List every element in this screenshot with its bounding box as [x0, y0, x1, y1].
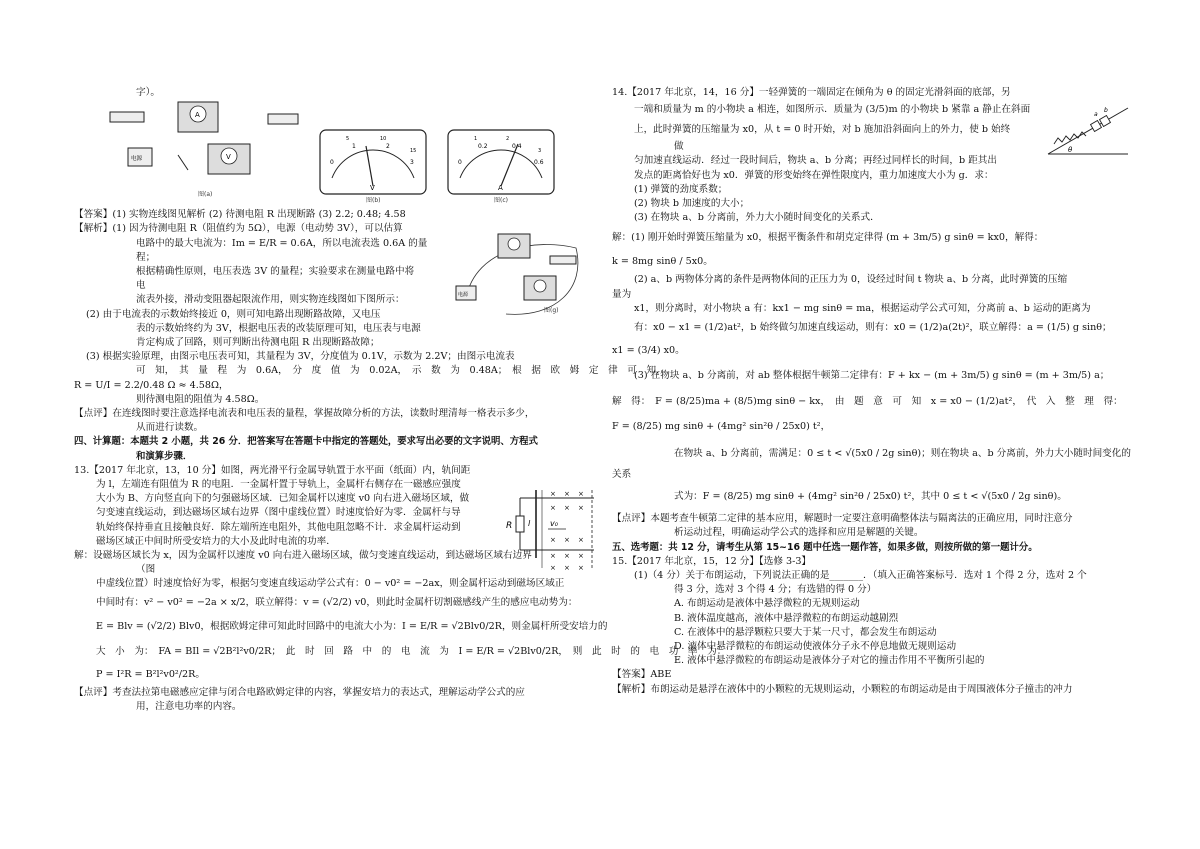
q13-line: 13.【2017 年北京，13，10 分】如图，两光滑平行金属导轨置于水平面（纸面）内，轨间距: [74, 464, 471, 476]
sol14-line: 式为：F = (8/25) mg sinθ + (4mg² sin²θ / 25x0) t²，其中 0 ≤ t < √(5x0 / 2g sinθ)。: [674, 491, 1067, 503]
comment-14-cont: 析运动过程，明确运动学公式的选择和应用是解题的关键。: [674, 527, 924, 539]
analysis-line: 流表外接，滑动变阻器起限流作用，则实物连线图如下图所示：: [136, 294, 405, 306]
q13-field-diagram: [506, 480, 596, 576]
answer-15: 【答案】ABE: [612, 669, 672, 681]
sol14-line: 量为: [612, 288, 632, 300]
analysis-line: 肯定构成了回路，则可判断出待测电阻 R 出现断路故障；: [136, 337, 380, 349]
resistor-icon: [178, 155, 188, 170]
sol13-line: 中虚线位置）时速度恰好为零，根据匀变速直线运动学公式有：0 − v0² = −2ax，则金属杆运动到磁场区域正: [96, 578, 565, 590]
ammeter-label: A: [195, 111, 200, 119]
block-a-label: a: [1094, 111, 1098, 118]
sol13-line: E = Blv = (√2/2) Blv0，根据欧姆定律可知此时回路中的电流大小为：I = E/R = √2Blv0/2R，则金属杆所受安培力的: [96, 620, 608, 632]
resistor-label: R: [506, 521, 513, 531]
q14-line: 发点的距离恰好也为 x0．弹簧的形变始终在弹性限度内，重力加速度大小为 g．求：: [634, 169, 994, 181]
caption-c: 图(c): [494, 197, 508, 204]
field-cross-mark: ×: [578, 564, 584, 572]
field-cross-mark: ×: [550, 564, 556, 572]
q15-line: 得 3 分，选对 3 个得 4 分；有选错的得 0 分）: [674, 584, 877, 596]
sol13-line: 大 小 为： FA = BIl = √2B²l²v0/2R； 此 时 回 路 中 的 电 流 为 I = E/R = √2Blv0/2R， 则 此 时 的 电 功 率 为：: [96, 645, 727, 657]
apparatus-figure-a: [108, 100, 308, 200]
option-e: E. 液体中悬浮微粒的布朗运动是液体分子对它的撞击作用不平衡所引起的: [674, 655, 985, 667]
sol14-line: 解：(1) 刚开始时弹簧压缩量为 x0，根据平衡条件和胡克定律得 (m + 3m/5) g sinθ = kx0，解得：: [612, 232, 1044, 244]
field-cross-mark: ×: [578, 552, 584, 560]
q13-line: 磁场区域正中间时所受安培力的大小及此时电流的功率．: [96, 535, 336, 547]
switch-icon: [268, 114, 298, 124]
q13-line: 轨始终保持垂直且接触良好．除左端所连电阻外，其他电阻忽略不计．求金属杆运动到: [96, 521, 461, 533]
field-cross-mark: ×: [550, 552, 556, 560]
tick-label: 1: [352, 143, 356, 150]
field-cross-mark: ×: [578, 490, 584, 498]
sol13-line: 解：设磁场区域长为 x，因为金属杆以速度 v0 向右进入磁场区域，做匀变速直线运动，到达磁场区域右边界: [74, 550, 532, 562]
block-b-label: b: [1104, 107, 1108, 114]
field-cross-mark: ×: [578, 504, 584, 512]
field-crosses: [550, 490, 584, 572]
voltmeter-dial-figure-b: [318, 128, 430, 204]
comment-13-cont: 用，注意电功率的内容。: [136, 700, 242, 712]
tick-label: 3: [410, 159, 414, 166]
sol14-line: x1 = (3/4) x0。: [612, 345, 685, 357]
tick-label: 1: [474, 136, 478, 142]
field-cross-mark: ×: [564, 504, 570, 512]
right-column: [612, 86, 1131, 697]
ammeter-dial: [508, 238, 520, 250]
q14-line: 14.【2017 年北京，14，16 分】一轻弹簧的一端固定在倾角为 θ 的固定光滑斜面的底部，另: [612, 87, 1011, 98]
tick-label: 0.4: [512, 143, 522, 150]
sol13-line: P = I²R = B²l²v0²/2R。: [96, 668, 205, 680]
q14-line: 匀加速直线运动．经过一段时间后，物块 a、b 分离；再经过同样长的时间，b 距其出: [634, 155, 997, 167]
q14-line: 做: [674, 141, 684, 153]
unit-label: A: [498, 184, 503, 192]
field-cross-mark: ×: [578, 536, 584, 544]
section-4-heading: 四、计算题：本题共 2 小题，共 26 分．把答案写在答题卡中指定的答题处，要求写出必要的文字说明、方程式: [74, 436, 538, 448]
q15-heading: 15.【2017 年北京，15，12 分】【选修 3-3】: [612, 555, 812, 567]
sol14-line: x1，则分离时，对小物块 a 有：kx1 − mg sinθ = ma，根据运动学公式可知，分离前 a、b 运动的距离为: [634, 302, 1091, 314]
sol14-line: 解 得： F = (8/25)ma + (8/5)mg sinθ − kx， 由 题 意 可 知 x = x0 − (1/2)at²， 代 入 整 理 得：: [612, 396, 1123, 408]
field-cross-mark: ×: [550, 490, 556, 498]
voltmeter-dial: [534, 280, 546, 292]
field-cross-mark: ×: [550, 504, 556, 512]
q15-line: (1)（4 分）关于布朗运动，下列说法正确的是_______．（填入正确答案标号．选对 1 个得 2 分，选对 2 个: [634, 570, 1087, 582]
q14-incline-diagram: [1044, 100, 1130, 164]
velocity-label: v₀: [550, 519, 558, 528]
rheostat-icon: [110, 112, 144, 122]
block-b-icon: [1100, 116, 1111, 127]
sol13-line: （图: [136, 564, 156, 576]
sol14-line: F = (8/25) mg sinθ + (4mg² sin²θ / 25x0) t²，: [612, 421, 831, 433]
spring-icon: [1054, 132, 1086, 144]
tick-label: 0: [458, 159, 462, 166]
q13-line: 大小为 B、方向竖直向下的匀强磁场区域．已知金属杆以速度 v0 向右进入磁场区域，做: [96, 493, 470, 505]
q14-line: 一端和质量为 m 的小物块 a 相连，如图所示．质量为 (3/5)m 的小物块 b 紧靠 a 静止在斜面: [634, 104, 1031, 116]
analysis-line: (2) 由于电流表的示数始终接近 0，则可知电路出现断路故障，又电压: [86, 308, 381, 320]
q13-line: 为 l，左端连有阻值为 R 的电阻．一金属杆置于导轨上，金属杆右侧存在一磁感应强度: [96, 479, 461, 491]
sol14-line: 在物块 a、b 分离前，需满足：0 ≤ t < √(5x0 / 2g sinθ)；则在物块 a、b 分离前，外力大小随时间变化的: [674, 448, 1131, 460]
sol14-line: k = 8mg sinθ / 5x0。: [612, 256, 713, 268]
analysis-line: 根据精确性原则，电压表选 3V 的量程；实验要求在测量电路中将: [136, 266, 415, 278]
field-cross-mark: ×: [564, 564, 570, 572]
caption-a: 图(a): [198, 191, 213, 198]
tick-label: 0: [330, 159, 334, 166]
sol13-line: 中间时有：v² − v0² = −2a × x/2，联立解得：v = (√2/2) v0，则此时金属杆切割磁感线产生的感应电动势为：: [96, 596, 578, 608]
analysis-line: 则待测电阻的阻值为 4.58Ω。: [136, 393, 265, 405]
sol14-line: 关系: [612, 469, 632, 481]
q14-sub: (3) 在物块 a、b 分离前，外力大小随时间变化的关系式．: [634, 212, 880, 224]
analysis-line: 【解析】(1) 因为待测电阻 R（阻值约为 5Ω），电源（电动势 3V），可以估算: [74, 223, 403, 235]
tick-label: 3: [538, 148, 542, 154]
analysis-15: 【解析】布朗运动是悬浮在液体中的小颗粒的无规则运动，小颗粒的布朗运动是由于周围液体分子撞击的冲力: [612, 683, 1073, 695]
caption-g: 图(g): [544, 307, 559, 314]
analysis-line: 表的示数始终约为 3V，根据电压表的改装原理可知，电压表与电源: [136, 322, 421, 334]
tick-label: 0.2: [478, 143, 488, 150]
switch-icon: [550, 256, 576, 264]
option-b: B. 液体温度越高，液体中悬浮微粒的布朗运动越剧烈: [674, 612, 899, 624]
wired-apparatus-figure-g: [446, 228, 586, 320]
analysis-line: 电: [136, 280, 146, 292]
comment-14: 【点评】本题考查牛顿第二定律的基本应用，解题时一定要注意明确整体法与隔离法的正确应用，同时注意分: [612, 513, 1073, 525]
q14-line: 上，此时弹簧的压缩量为 x0，从 t = 0 时开始，对 b 施加沿斜面向上的外力，使 b 始终: [634, 124, 1011, 136]
caption-b: 图(b): [366, 197, 381, 204]
tick-label: 10: [380, 136, 387, 142]
tick-label: 0.6: [534, 159, 544, 166]
tick-label: 2: [386, 143, 390, 150]
incline-line: [1048, 108, 1128, 154]
unit-label: V: [370, 184, 375, 192]
sol14-line: 有：x0 − x1 = (1/2)at²，b 始终做匀加速直线运动，则有：x0 = (1/2)a(2t)²，联立解得：a = (1/5) g sinθ；: [634, 322, 1112, 334]
section-4-heading-cont: 和演算步骤．: [136, 450, 193, 462]
option-a: A. 布朗运动是液体中悬浮微粒的无规则运动: [674, 598, 860, 610]
analysis-line: (3) 根据实验原理，由图示电压表可知，其量程为 3V，分度值为 0.1V，示数为 2.2V；由图示电流表: [86, 351, 515, 363]
section-5-heading: 五、选考题：共 12 分，请考生从第 15~16 题中任选一题作答，如果多做，则按所做的第一题计分。: [612, 541, 1038, 553]
formula-line: R = U/I = 2.2/0.48 Ω ≈ 4.58Ω，: [74, 379, 229, 391]
option-d: D. 液体中悬浮微粒的布朗运动使液体分子永不停息地做无规则运动: [674, 641, 957, 653]
comment-13: 【点评】考查法拉第电磁感应定律与闭合电路欧姆定律的内容，掌握安培力的表达式，理解运动学公式的应: [74, 686, 525, 698]
comment-12-cont: 从而进行读数。: [136, 422, 204, 434]
resistor-icon: [516, 516, 524, 532]
q14-sub: (1) 弹簧的劲度系数；: [634, 183, 728, 195]
angle-label: θ: [1068, 146, 1073, 154]
tick-label: 5: [346, 136, 350, 142]
analysis-line: 电路中的最大电流为：Im = E/R = 0.6A，所以电流表选 0.6A 的量: [136, 237, 428, 249]
sol14-line: (2) a、b 两物体分离的条件是两物体间的正压力为 0，设经过时间 t 物块 a、b 分离，此时弹簧的压缩: [634, 274, 1068, 286]
gap-label: l: [528, 519, 531, 528]
answer-12: 【答案】(1) 实物连线图见解析 (2) 待测电阻 R 出现断路 (3) 2.2; 0.48; 4.58: [74, 209, 406, 221]
top-tail-text: 字）。: [136, 87, 160, 98]
sol14-line: (3) 在物块 a、b 分离前，对 ab 整体根据牛顿第二定律有：F + kx − (m + 3m/5) g sinθ = (m + 3m/5) a；: [634, 370, 1110, 382]
tick-label: 2: [506, 136, 510, 142]
option-c: C. 在液体中的悬浮颗粒只要大于某一尺寸，都会发生布朗运动: [674, 626, 937, 638]
field-cross-mark: ×: [564, 536, 570, 544]
q13-line: 匀变速直线运动，到达磁场区域右边界（图中虚线位置）时速度恰好为零．金属杆与导: [96, 507, 461, 519]
q14-sub: (2) 物块 b 加速度的大小；: [634, 198, 750, 210]
field-cross-mark: ×: [564, 490, 570, 498]
block-a-icon: [1091, 121, 1102, 132]
tick-label: 15: [410, 148, 417, 154]
battery-label: 电源: [131, 156, 143, 162]
comment-12: 【点评】在连线图时要注意选择电流表和电压表的量程，掌握故障分析的方法，读数时理清每一格表示多少，: [74, 408, 535, 420]
field-cross-mark: ×: [550, 536, 556, 544]
field-cross-mark: ×: [564, 552, 570, 560]
battery-label: 电源: [458, 292, 469, 298]
analysis-line: 程；: [136, 251, 156, 263]
voltmeter-label: V: [226, 153, 231, 161]
analysis-line: 可 知， 其 量 程 为 0.6A， 分 度 值 为 0.02A， 示 数 为 0.48A； 根 据 欧 姆 定 律 可 知，: [136, 365, 666, 377]
ammeter-dial-figure-c: [446, 128, 558, 204]
